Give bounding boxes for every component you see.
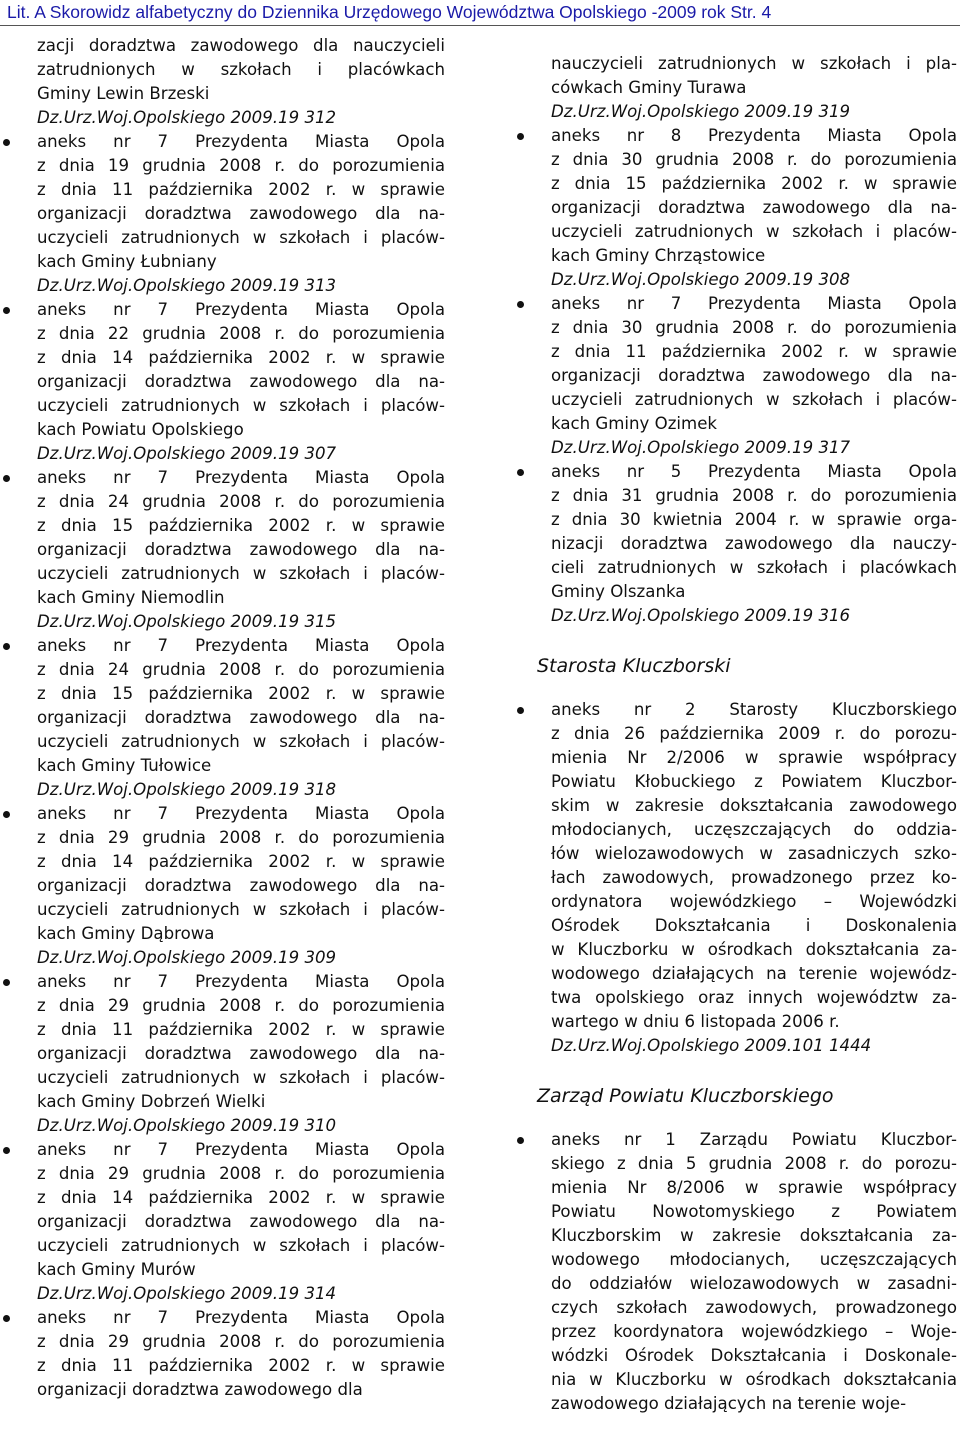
index-entry — [0, 1138, 445, 1306]
entry-text-line: organizacji doradztwa zawodowego dla na- — [37, 708, 445, 727]
entry-text-line: zatrudnionych w szkołach i placówkach — [37, 60, 445, 79]
bullet-icon — [517, 707, 524, 714]
entry-text-line: z dnia 14 października 2002 r. w sprawie — [37, 1188, 445, 1207]
entry-text-line: z dnia 29 grudnia 2008 r. do porozumienia — [37, 828, 445, 847]
vertical-spacer — [510, 680, 960, 698]
entry-text-line: organizacji doradztwa zawodowego dla na- — [37, 1044, 445, 1063]
entry-text-line: łów wielozawodowych w zasadniczych szko- — [551, 844, 957, 863]
index-entry — [510, 460, 957, 628]
entry-text-line: kach Gminy Murów — [37, 1260, 196, 1279]
entry-text-line: aneks nr 2 Starosty Kluczborskiego — [551, 700, 957, 719]
entry-text-line: z dnia 15 października 2002 r. w sprawie — [37, 516, 445, 535]
entry-text-line: wódzki Ośrodek Dokształcania i Doskonale- — [551, 1346, 957, 1365]
entry-continuation — [0, 34, 445, 130]
entry-text-line: z dnia 31 grudnia 2008 r. do porozumienia — [551, 486, 957, 505]
entry-text-line: z dnia 24 grudnia 2008 r. do porozumienia — [37, 492, 445, 511]
index-entry — [0, 1306, 445, 1402]
entry-text-line: skim w zakresie dokształcania zawodowego — [551, 796, 957, 815]
entry-text-line: uczycieli zatrudnionych w szkołach i placów- — [37, 564, 445, 583]
entry-text-line: uczycieli zatrudnionych w szkołach i placów- — [37, 900, 445, 919]
entry-text-line: organizacji doradztwa zawodowego dla na- — [37, 204, 445, 223]
entry-text-line: kach Gminy Łubniany — [37, 252, 217, 271]
bullet-icon — [517, 133, 524, 140]
entry-text-line: uczycieli zatrudnionych w szkołach i placów- — [37, 1236, 445, 1255]
entry-text-line: skiego z dnia 5 grudnia 2008 r. do porozu- — [551, 1154, 957, 1173]
entry-text-line: cówkach Gminy Turawa — [551, 78, 747, 97]
entry-text-line: z dnia 26 października 2009 r. do porozu- — [551, 724, 957, 743]
entry-text-line: organizacji doradztwa zawodowego dla na- — [37, 372, 445, 391]
entry-text-line: z dnia 29 grudnia 2008 r. do porozumienia — [37, 1332, 445, 1351]
bullet-icon — [517, 301, 524, 308]
entry-text-line: mienia Nr 8/2006 w sprawie współpracy — [551, 1178, 957, 1197]
bullet-icon — [3, 811, 10, 818]
header-divider — [0, 25, 960, 26]
entry-text-line: aneks nr 5 Prezydenta Miasta Opola — [551, 462, 957, 481]
entry-text-line: z dnia 11 października 2002 r. w sprawie — [551, 342, 957, 361]
entry-text-line: aneks nr 7 Prezydenta Miasta Opola — [37, 636, 445, 655]
entry-text-line: z dnia 14 października 2002 r. w sprawie — [37, 348, 445, 367]
bullet-icon — [3, 1147, 10, 1154]
entry-text-line: z dnia 29 grudnia 2008 r. do porozumienia — [37, 1164, 445, 1183]
entry-text-line: kach Gminy Dąbrowa — [37, 924, 215, 943]
entry-text-line: z dnia 14 października 2002 r. w sprawie — [37, 852, 445, 871]
index-entry — [510, 292, 957, 460]
index-entry — [0, 802, 445, 970]
entry-text-line: uczycieli zatrudnionych w szkołach i placów- — [37, 228, 445, 247]
entry-text-line: aneks nr 7 Prezydenta Miasta Opola — [37, 972, 445, 991]
entry-text-line: Gminy Olszanka — [551, 582, 686, 601]
publication-ref: Dz.Urz.Woj.Opolskiego 2009.19 310 — [37, 1116, 337, 1135]
entry-text-line: z dnia 11 października 2002 r. w sprawie — [37, 1020, 445, 1039]
section-title: Starosta Kluczborski — [537, 655, 731, 677]
entry-continuation — [510, 52, 957, 124]
bullet-icon — [3, 307, 10, 314]
entry-text-line: kach Gminy Dobrzeń Wielki — [37, 1092, 266, 1111]
page-header — [0, 0, 960, 28]
vertical-spacer — [510, 1058, 960, 1082]
index-entry — [0, 466, 445, 634]
entry-text-line: Powiatu Nowotomyskiego z Powiatem — [551, 1202, 957, 1221]
entry-text-line: uczycieli zatrudnionych w szkołach i placów- — [551, 222, 957, 241]
entry-text-line: wodowego działających na terenie wojewódz- — [551, 964, 957, 983]
vertical-spacer — [510, 628, 960, 652]
entry-text-line: zacji doradztwa zawodowego dla nauczycieli — [37, 36, 445, 55]
entry-text-line: nia w Kluczborku w ośrodkach dokształcania — [551, 1370, 957, 1389]
entry-text-line: z dnia 11 października 2002 r. w sprawie — [37, 180, 445, 199]
entry-text-line: zawodowego działających na terenie woje- — [551, 1394, 907, 1413]
publication-ref: Dz.Urz.Woj.Opolskiego 2009.19 314 — [37, 1284, 337, 1303]
entry-text-line: Kluczborskim w zakresie dokształcania za- — [551, 1226, 957, 1245]
index-entry — [0, 298, 445, 466]
entry-text-line: uczycieli zatrudnionych w szkołach i placów- — [37, 396, 445, 415]
entry-text-line: wartego w dniu 6 listopada 2006 r. — [551, 1012, 840, 1031]
index-entry — [0, 634, 445, 802]
publication-ref: Dz.Urz.Woj.Opolskiego 2009.19 319 — [551, 102, 851, 121]
entry-text-line: aneks nr 7 Prezydenta Miasta Opola — [37, 468, 445, 487]
bullet-icon — [3, 643, 10, 650]
entry-text-line: z dnia 29 grudnia 2008 r. do porozumienia — [37, 996, 445, 1015]
entry-text-line: z dnia 30 grudnia 2008 r. do porozumienia — [551, 318, 957, 337]
publication-ref: Dz.Urz.Woj.Opolskiego 2009.19 312 — [37, 108, 337, 127]
entry-text-line: łach zawodowych, prowadzonego przez ko- — [551, 868, 957, 887]
entry-text-line: Ośrodek Dokształcania i Doskonalenia — [551, 916, 957, 935]
vertical-spacer — [510, 1110, 960, 1128]
entry-text-line: wodowego młodocianych, uczęszczających — [551, 1250, 957, 1269]
entry-text-line: kach Powiatu Opolskiego — [37, 420, 244, 439]
entry-text-line: organizacji doradztwa zawodowego dla na- — [37, 876, 445, 895]
bullet-icon — [3, 1315, 10, 1322]
entry-text-line: Powiatu Kłobuckiego z Powiatem Kluczbor- — [551, 772, 957, 791]
publication-ref: Dz.Urz.Woj.Opolskiego 2009.101 1444 — [551, 1036, 872, 1055]
entry-text-line: kach Gminy Niemodlin — [37, 588, 225, 607]
entry-text-line: organizacji doradztwa zawodowego dla na- — [37, 540, 445, 559]
index-entry — [510, 1128, 957, 1416]
entry-text-line: przez koordynatora wojewódzkiego – Woje- — [551, 1322, 957, 1341]
entry-text-line: aneks nr 7 Prezydenta Miasta Opola — [37, 1308, 445, 1327]
left-column — [0, 34, 460, 1402]
publication-ref: Dz.Urz.Woj.Opolskiego 2009.19 307 — [37, 444, 337, 463]
index-entry — [510, 698, 957, 1058]
bullet-icon — [3, 139, 10, 146]
entry-text-line: ordynatora wojewódzkiego – Wojewódzki — [551, 892, 957, 911]
entry-text-line: młodocianych, uczęszczających do oddzia- — [551, 820, 957, 839]
entry-text-line: cieli zatrudnionych w szkołach i placówkach — [551, 558, 957, 577]
entry-text-line: aneks nr 7 Prezydenta Miasta Opola — [37, 300, 445, 319]
entry-text-line: organizacji doradztwa zawodowego dla na- — [37, 1212, 445, 1231]
bullet-icon — [517, 1137, 524, 1144]
index-entry — [510, 124, 957, 292]
publication-ref: Dz.Urz.Woj.Opolskiego 2009.19 313 — [37, 276, 337, 295]
entry-text-line: z dnia 15 października 2002 r. w sprawie — [551, 174, 957, 193]
entry-text-line: uczycieli zatrudnionych w szkołach i placów- — [37, 1068, 445, 1087]
entry-text-line: twa opolskiego oraz innych województw za- — [551, 988, 957, 1007]
publication-ref: Dz.Urz.Woj.Opolskiego 2009.19 317 — [551, 438, 851, 457]
publication-ref: Dz.Urz.Woj.Opolskiego 2009.19 309 — [37, 948, 337, 967]
entry-text-line: kach Gminy Ozimek — [551, 414, 718, 433]
publication-ref: Dz.Urz.Woj.Opolskiego 2009.19 315 — [37, 612, 337, 631]
entry-text-line: nizacji doradztwa zawodowego dla nauczy- — [551, 534, 957, 553]
entry-text-line: aneks nr 7 Prezydenta Miasta Opola — [37, 132, 445, 151]
entry-text-line: aneks nr 8 Prezydenta Miasta Opola — [551, 126, 957, 145]
entry-text-line: mienia Nr 2/2006 w sprawie współpracy — [551, 748, 957, 767]
entry-text-line: w Kluczborku w ośrodkach dokształcania za- — [551, 940, 957, 959]
right-column — [510, 52, 960, 1416]
publication-ref: Dz.Urz.Woj.Opolskiego 2009.19 308 — [551, 270, 851, 289]
header-text: Lit. A Skorowidz alfabetyczny do Dziennika Urzędowego Województwa Opolskiego -2009 rok Str. 4 — [7, 2, 772, 22]
entry-text-line: uczycieli zatrudnionych w szkołach i placów- — [37, 732, 445, 751]
entry-text-line: organizacji doradztwa zawodowego dla — [37, 1380, 363, 1399]
entry-text-line: z dnia 19 grudnia 2008 r. do porozumienia — [37, 156, 445, 175]
section-title: Zarząd Powiatu Kluczborskiego — [537, 1085, 834, 1107]
entry-text-line: nauczycieli zatrudnionych w szkołach i pla- — [551, 54, 957, 73]
entry-text-line: kach Gminy Chrząstowice — [551, 246, 766, 265]
entry-text-line: kach Gminy Tułowice — [37, 756, 212, 775]
entry-text-line: aneks nr 1 Zarządu Powiatu Kluczbor- — [551, 1130, 957, 1149]
index-entry — [0, 970, 445, 1138]
entry-text-line: z dnia 24 grudnia 2008 r. do porozumienia — [37, 660, 445, 679]
entry-text-line: organizacji doradztwa zawodowego dla na- — [551, 198, 957, 217]
entry-text-line: z dnia 15 października 2002 r. w sprawie — [37, 684, 445, 703]
entry-text-line: aneks nr 7 Prezydenta Miasta Opola — [37, 804, 445, 823]
bullet-icon — [3, 979, 10, 986]
entry-text-line: z dnia 11 października 2002 r. w sprawie — [37, 1356, 445, 1375]
entry-text-line: uczycieli zatrudnionych w szkołach i placów- — [551, 390, 957, 409]
bullet-icon — [3, 475, 10, 482]
entry-text-line: z dnia 30 kwietnia 2004 r. w sprawie orga- — [551, 510, 957, 529]
index-entry — [0, 130, 445, 298]
publication-ref: Dz.Urz.Woj.Opolskiego 2009.19 316 — [551, 606, 851, 625]
entry-text-line: czych szkołach zawodowych, prowadzonego — [551, 1298, 957, 1317]
bullet-icon — [517, 469, 524, 476]
publication-ref: Dz.Urz.Woj.Opolskiego 2009.19 318 — [37, 780, 337, 799]
entry-text-line: Gminy Lewin Brzeski — [37, 84, 210, 103]
entry-text-line: z dnia 22 grudnia 2008 r. do porozumienia — [37, 324, 445, 343]
entry-text-line: aneks nr 7 Prezydenta Miasta Opola — [37, 1140, 445, 1159]
entry-text-line: organizacji doradztwa zawodowego dla na- — [551, 366, 957, 385]
entry-text-line: do oddziałów wielozawodowych w zasadni- — [551, 1274, 957, 1293]
entry-text-line: z dnia 30 grudnia 2008 r. do porozumienia — [551, 150, 957, 169]
entry-text-line: aneks nr 7 Prezydenta Miasta Opola — [551, 294, 957, 313]
